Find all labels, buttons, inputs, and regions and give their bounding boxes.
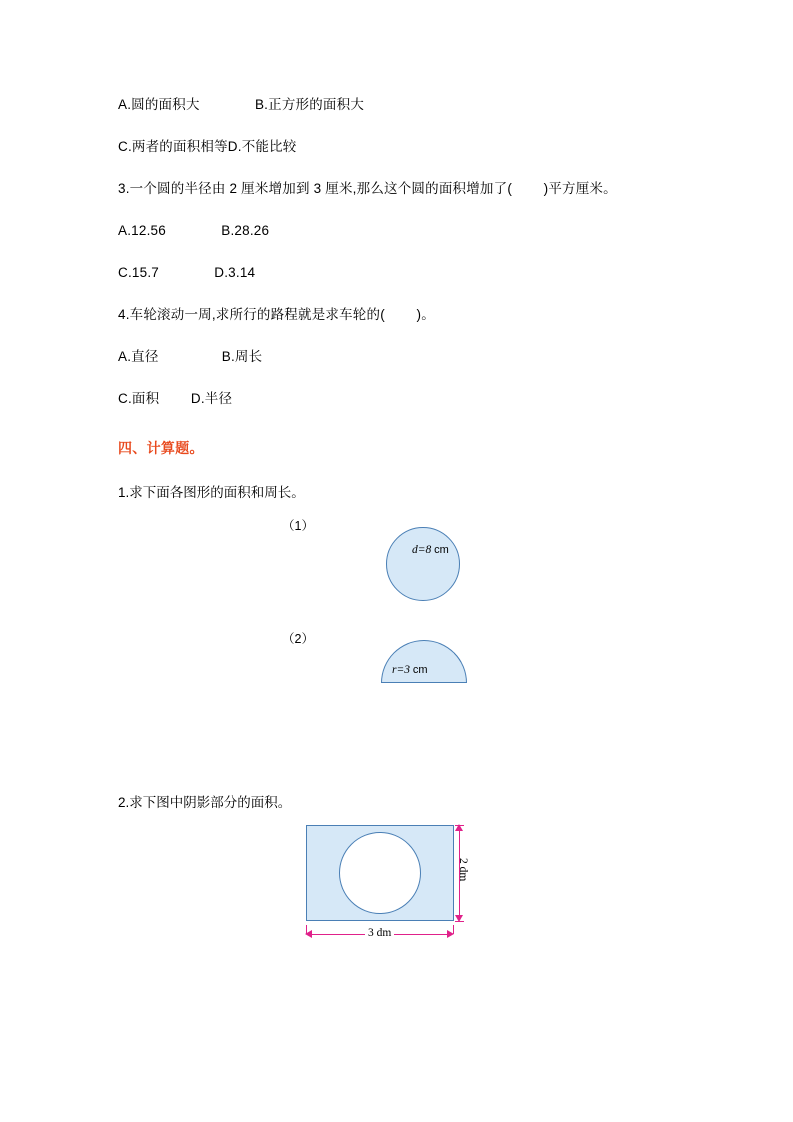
dim-arrowhead-right — [447, 930, 454, 938]
dim-arrowhead-left — [305, 930, 312, 938]
choice-line-5: A.直径 B.周长 — [118, 349, 263, 364]
question-3: 3.一个圆的半径由 2 厘米增加到 3 厘米,那么这个圆的面积增加了( )平方厘米。 — [118, 181, 617, 196]
dim-arrowhead-down — [455, 915, 463, 922]
choice-line-2: C.两者的面积相等D.不能比较 — [118, 139, 297, 154]
figure-2-radius-label — [392, 664, 428, 676]
figure-3-width-label: 3 dm — [365, 927, 394, 939]
figure-1-label: （1） — [282, 519, 314, 533]
circle-shape-1 — [386, 527, 460, 601]
dim-arrowhead-up — [455, 824, 463, 831]
section-heading: 四、计算题。 — [118, 440, 204, 456]
choice-line-4: C.15.7 D.3.14 — [118, 265, 256, 280]
figure-2-radius-number: 3 — [404, 664, 410, 676]
question-1-text: 1.求下面各图形的面积和周长。 — [118, 485, 305, 500]
worksheet-content — [118, 96, 678, 512]
figure-2-label: （2） — [282, 632, 314, 646]
question-2-text: 2.求下图中阴影部分的面积。 — [118, 795, 292, 810]
figure-2-radius-symbol: r= — [392, 664, 405, 676]
figure-1-diameter-unit: cm — [434, 544, 449, 556]
choice-line-1: A.圆的面积大 B.正方形的面积大 — [118, 97, 365, 112]
figure-1-diameter-number: 8 — [425, 544, 432, 556]
inner-circle-shape — [339, 832, 421, 914]
semicircle-shape — [381, 640, 467, 683]
figure-1-diameter-label — [412, 544, 449, 556]
question-4: 4.车轮滚动一周,求所行的路程就是求车轮的( )。 — [118, 307, 435, 322]
choice-line-3: A.12.56 B.28.26 — [118, 223, 270, 238]
choice-line-6: C.面积 D.半径 — [118, 391, 233, 406]
figure-3-height-label: 2 dm — [457, 858, 469, 882]
figure-2-radius-unit: cm — [412, 664, 428, 676]
figure-1-diameter-symbol: d= — [412, 544, 426, 556]
